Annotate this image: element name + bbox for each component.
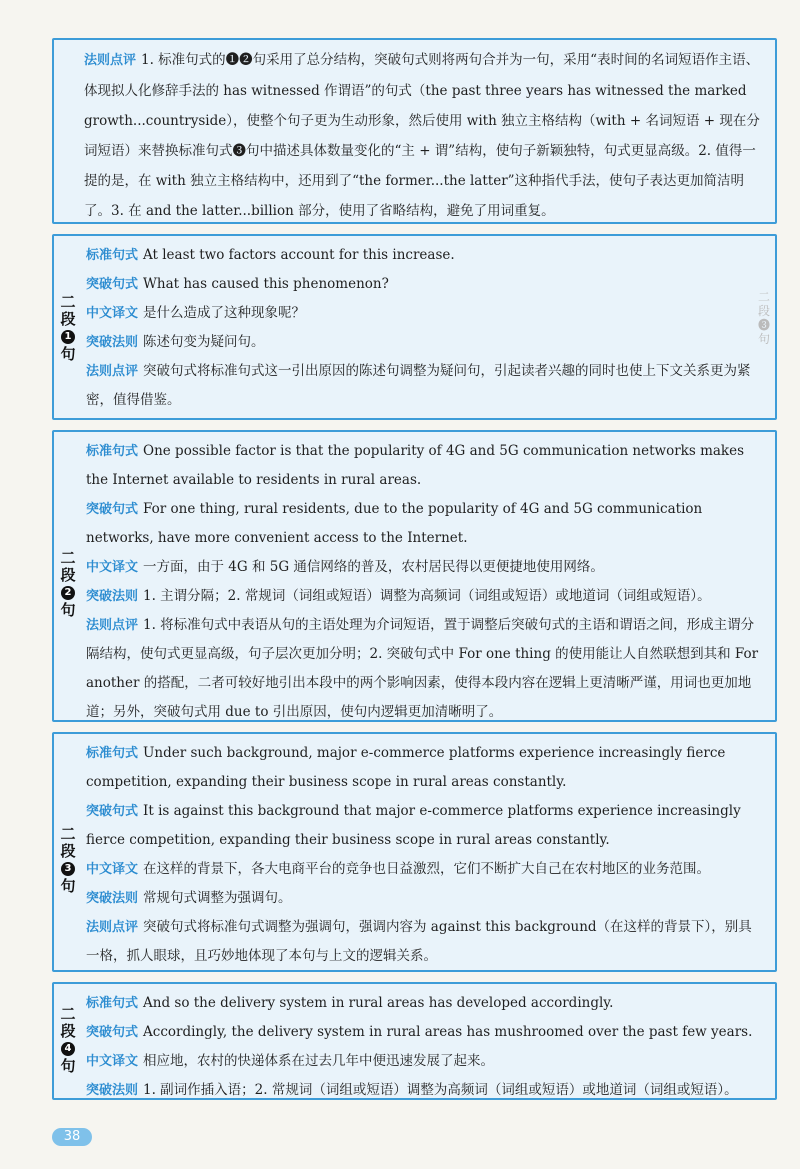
row-breakthrough	[86, 1018, 765, 1047]
row-translation	[86, 299, 765, 328]
label: 法则点评	[86, 920, 139, 935]
row-breakthrough	[86, 495, 765, 553]
row-text: 1. 标准句式的❶❷句采用了总分结构，突破句式则将两句合并为一句，采用“表时间的名词短语作主语、体现拟人化修辞手法的 has witnessed 作谓语”的句式（the past three years has witnessed the marked growth...countryside），使整个句子更为生动形象，然后使用 with 独立主格结构（with + 名词短语 + 现在分词短语）来替换标准句式❸句中描述具体数量变化的“主 + 谓”结构，使句子新颖独特，句式更显高级。2. 值得一提的是，在 with 独立主格结构中，还用到了“the former...the latter”这种指代手法，使句子表达更加简洁明了。3. 在 and the latter...billion 部分，使用了省略结构，避免了用词重复。	[84, 52, 760, 219]
row-text: One possible factor is that the popularity of 4G and 5G communication networks makes the Internet available to residents in rural areas.	[86, 443, 745, 488]
marker-mid: 段	[60, 566, 76, 584]
marker-bottom: 句	[60, 345, 76, 363]
row-standard	[86, 241, 765, 270]
row-text: 突破句式将标准句式调整为强调句，强调内容为 against this background（在这样的背景下），别具一格，抓人眼球，且巧妙地体现了本句与上文的逻辑关系。	[86, 919, 752, 964]
row-text: What has caused this phenomenon?	[143, 276, 389, 292]
label: 标准句式	[86, 746, 139, 761]
label: 标准句式	[86, 996, 139, 1011]
marker-top: 二	[60, 825, 76, 843]
marker-top: 二	[60, 293, 76, 311]
row-translation	[86, 553, 765, 582]
section-marker	[57, 1006, 79, 1075]
commentary-box-1	[52, 38, 777, 224]
page-content	[52, 38, 777, 1110]
row-text: And so the delivery system in rural areas has developed accordingly.	[143, 995, 614, 1011]
row-standard	[86, 739, 765, 797]
marker-num: 2	[61, 586, 75, 600]
row-text: 1. 主谓分隔；2. 常规词（词组或短语）调整为高频词（词组或短语）或地道词（词组或短语）。	[143, 588, 711, 604]
section-marker	[57, 826, 79, 895]
row-text: 1. 副词作插入语；2. 常规词（词组或短语）调整为高频词（词组或短语）或地道词（词组或短语）。	[143, 1082, 738, 1098]
row-standard	[86, 989, 765, 1018]
label: 中文译文	[86, 560, 139, 575]
row-translation	[86, 1047, 765, 1076]
label: 突破法则	[86, 891, 139, 906]
label: 突破法则	[86, 1083, 139, 1098]
label: 标准句式	[86, 444, 139, 459]
row-breakthrough	[86, 797, 765, 855]
row-text: It is against this background that major e-commerce platforms experience increasingly fierce competition, expanding their business scope in rural areas constantly.	[86, 803, 741, 848]
label: 中文译文	[86, 862, 139, 877]
label: 突破法则	[86, 589, 139, 604]
label: 突破句式	[86, 277, 139, 292]
row-text: 相应地，农村的快递体系在过去几年中便迅速发展了起来。	[143, 1053, 495, 1069]
label: 突破句式	[86, 1025, 139, 1040]
label: 中文译文	[86, 1054, 139, 1069]
marker-mid: 段	[60, 1022, 76, 1040]
row-text: 陈述句变为疑问句。	[143, 334, 265, 350]
sentence-box-para2-s2	[52, 430, 777, 722]
marker-top: 二	[60, 549, 76, 567]
row-text: 在这样的背景下，各大电商平台的竞争也日益激烈，它们不断扩大自己在农村地区的业务范围。	[143, 861, 711, 877]
row-rule	[86, 328, 765, 357]
row-text: 是什么造成了这种现象呢？	[143, 305, 306, 321]
row-rule	[86, 582, 765, 611]
label: 突破句式	[86, 502, 139, 517]
marker-num: 1	[61, 330, 75, 344]
row-rule-comment	[86, 913, 765, 971]
row-standard	[86, 437, 765, 495]
label: 标准句式	[86, 248, 139, 263]
row-rule	[86, 884, 765, 913]
label: 法则点评	[86, 364, 139, 379]
label: 法则点评	[84, 53, 137, 68]
marker-num: 4	[61, 1042, 75, 1056]
row-breakthrough	[86, 270, 765, 299]
bleed-through-margin-text: 二段❸句	[758, 290, 771, 346]
row-rule-comment	[86, 611, 765, 727]
row-rule-comment	[84, 45, 765, 226]
page-number: 38	[52, 1128, 92, 1146]
row-text: 一方面，由于 4G 和 5G 通信网络的普及，农村居民得以更便捷地使用网络。	[143, 559, 604, 575]
row-rule-comment	[86, 357, 765, 415]
row-text: Under such background, major e-commerce platforms experience increasingly fierce competition, expanding their business scope in rural areas constantly.	[86, 745, 726, 790]
row-text: 常规句式调整为强调句。	[143, 890, 292, 906]
row-translation	[86, 855, 765, 884]
sentence-box-para2-s3	[52, 732, 777, 972]
marker-bottom: 句	[60, 877, 76, 895]
row-text: 突破句式将标准句式这一引出原因的陈述句调整为疑问句，引起读者兴趣的同时也使上下文关系更为紧密，值得借鉴。	[86, 363, 751, 408]
label: 突破法则	[86, 335, 139, 350]
label: 突破句式	[86, 804, 139, 819]
marker-num: 3	[61, 862, 75, 876]
row-text: Accordingly, the delivery system in rural areas has mushroomed over the past few years.	[143, 1024, 753, 1040]
marker-bottom: 句	[60, 1057, 76, 1075]
label: 法则点评	[86, 618, 139, 633]
marker-mid: 段	[60, 310, 76, 328]
row-rule	[86, 1076, 765, 1105]
sentence-box-para2-s1	[52, 234, 777, 420]
sentence-box-para2-s4	[52, 982, 777, 1100]
section-marker	[57, 550, 79, 619]
row-text: For one thing, rural residents, due to the popularity of 4G and 5G communication networks, have more convenient access to the Internet.	[86, 501, 703, 546]
section-marker	[57, 294, 79, 363]
row-text: 1. 将标准句式中表语从句的主语处理为介词短语，置于调整后突破句式的主语和谓语之间，形成主谓分隔结构，使句式更显高级，句子层次更加分明；2. 突破句式中 For one thing 的使用能让人自然联想到其和 For another 的搭配，二者可较好地引出本段中的两个影响因素，使得本段内容在逻辑上更清晰严谨，用词也更加地道；另外，突破句式用 due to 引出原因，使句内逻辑更加清晰明了。	[86, 617, 759, 720]
row-text: At least two factors account for this increase.	[143, 247, 455, 263]
marker-top: 二	[60, 1005, 76, 1023]
marker-mid: 段	[60, 842, 76, 860]
marker-bottom: 句	[60, 601, 76, 619]
label: 中文译文	[86, 306, 139, 321]
